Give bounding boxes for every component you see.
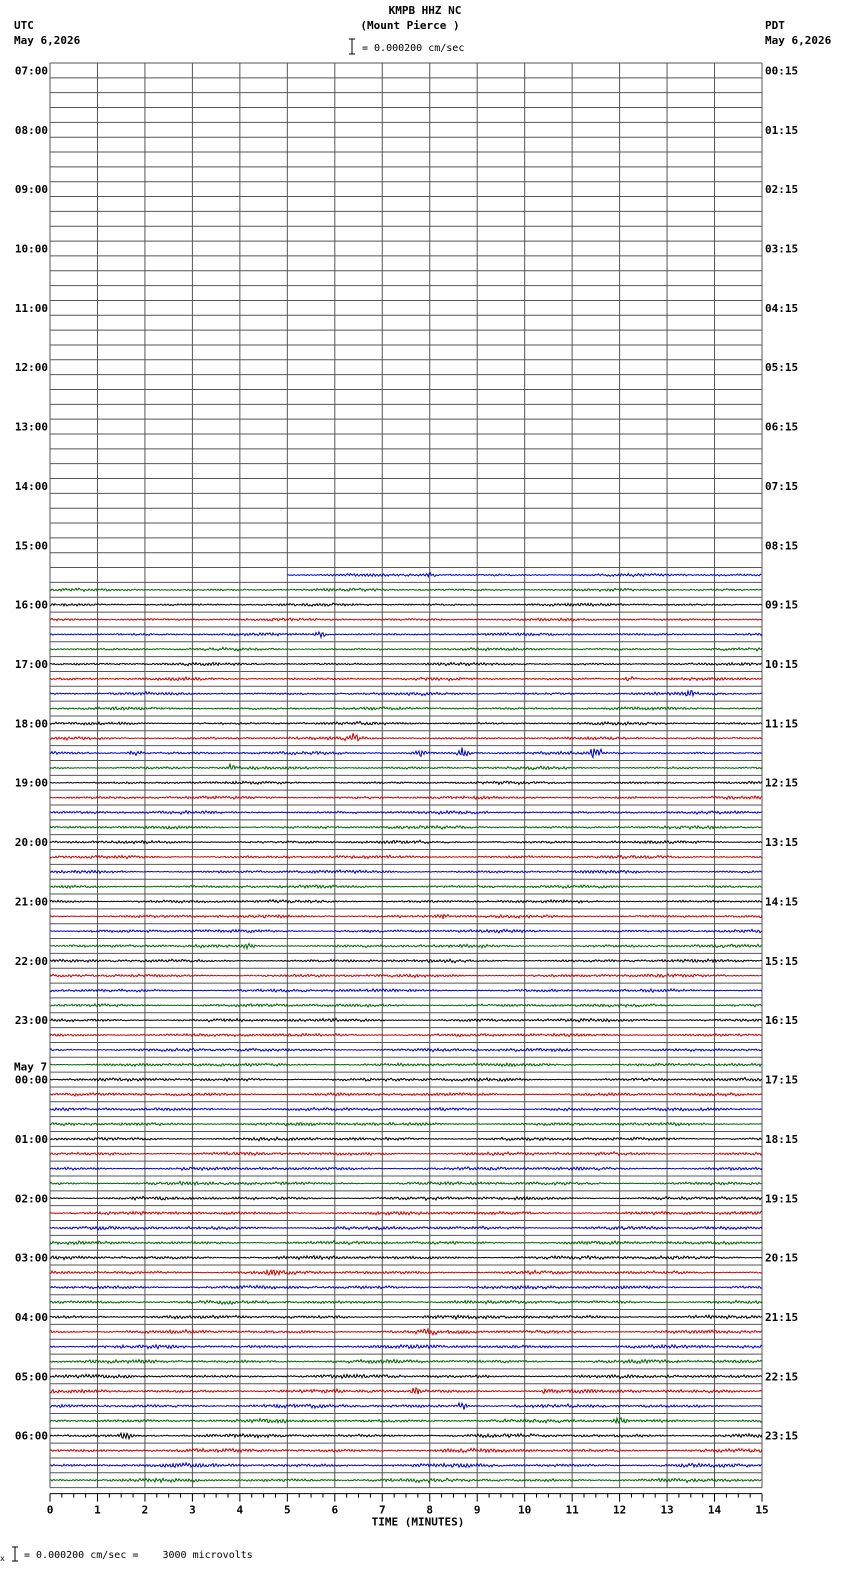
- pdt-hour-label: 22:15: [765, 1370, 799, 1384]
- pdt-hour-label: 09:15: [765, 598, 799, 612]
- footer-marker: x: [0, 1554, 5, 1563]
- pdt-hour-label: 04:15: [765, 301, 799, 315]
- x-tick-label: 4: [236, 1503, 244, 1517]
- x-tick-label: 13: [660, 1503, 674, 1517]
- pdt-hour-label: 20:15: [765, 1251, 799, 1265]
- utc-hour-label: 05:00: [14, 1370, 48, 1384]
- trace-line: [50, 747, 762, 757]
- pdt-hour-label: 03:15: [765, 242, 799, 256]
- x-tick-label: 2: [141, 1503, 149, 1517]
- trace-line: [50, 1433, 762, 1439]
- x-axis-label: TIME (MINUTES): [371, 1515, 465, 1529]
- trace-line: [50, 1256, 762, 1260]
- utc-hour-label: 01:00: [14, 1132, 48, 1146]
- trace-line: [50, 1181, 762, 1185]
- utc-hour-label: 10:00: [14, 242, 48, 256]
- trace-line: [50, 900, 762, 903]
- utc-hour-label: 09:00: [14, 183, 48, 197]
- trace-line: [50, 781, 762, 784]
- trace-line: [50, 632, 762, 637]
- trace-line: [50, 1123, 762, 1126]
- trace-line: [50, 1063, 762, 1066]
- trace-line: [50, 1004, 762, 1007]
- x-tick-label: 1: [94, 1503, 101, 1517]
- trace-line: [50, 1211, 762, 1215]
- x-tick-label: 3: [189, 1503, 196, 1517]
- utc-hour-label: 04:00: [14, 1310, 48, 1324]
- utc-hour-label: 18:00: [14, 717, 48, 731]
- trace-line: [50, 1478, 762, 1483]
- scale-label: = 0.000200 cm/sec: [362, 43, 465, 54]
- pdt-hour-label: 06:15: [765, 420, 799, 434]
- trace-line: [50, 677, 762, 681]
- utc-hour-label: 08:00: [14, 123, 48, 137]
- site-subtitle: (Mount Pierce ): [360, 19, 460, 32]
- trace-line: [50, 663, 762, 666]
- trace-line: [50, 1360, 762, 1364]
- trace-line: [50, 1403, 762, 1410]
- pdt-hour-label: 14:15: [765, 895, 799, 909]
- pdt-hour-label: 02:15: [765, 183, 799, 197]
- pdt-hour-label: 21:15: [765, 1310, 799, 1324]
- trace-line: [50, 1107, 762, 1111]
- utc-hour-label: 11:00: [14, 301, 48, 315]
- pdt-hour-label: 05:15: [765, 361, 799, 375]
- x-tick-label: 5: [284, 1503, 291, 1517]
- utc-zone-label: UTC: [14, 19, 34, 32]
- utc-hour-label: 06:00: [14, 1429, 48, 1443]
- trace-line: [50, 1137, 762, 1141]
- utc-hour-label: 14:00: [14, 479, 48, 493]
- pdt-hour-label: 10:15: [765, 658, 799, 672]
- trace-line: [50, 855, 762, 859]
- pdt-hour-label: 23:15: [765, 1429, 799, 1443]
- trace-line: [50, 1270, 762, 1275]
- pdt-hour-label: 11:15: [765, 717, 799, 731]
- utc-hour-label: 12:00: [14, 361, 48, 375]
- trace-line: [50, 1167, 762, 1170]
- trace-line: [50, 1329, 762, 1335]
- trace-line: [50, 974, 762, 978]
- trace-line: [50, 929, 762, 933]
- x-tick-label: 8: [426, 1503, 434, 1517]
- trace-line: [50, 721, 762, 725]
- pdt-hour-label: 17:15: [765, 1073, 799, 1087]
- x-tick-label: 10: [518, 1503, 532, 1517]
- trace-line: [50, 1018, 762, 1022]
- trace-line: [50, 1241, 762, 1245]
- utc-date-label: May 6,2026: [14, 34, 81, 47]
- utc-hour-label: 03:00: [14, 1251, 48, 1265]
- utc-hour-label: 19:00: [14, 776, 48, 790]
- pdt-hour-label: 19:15: [765, 1192, 799, 1206]
- utc-hour-label: 00:00: [14, 1073, 48, 1087]
- pdt-date-label: May 6,2026: [765, 34, 832, 47]
- x-tick-label: 0: [46, 1503, 54, 1517]
- trace-line: [50, 870, 762, 874]
- trace-line: [50, 1374, 762, 1378]
- trace-line: [50, 1093, 762, 1096]
- utc-hour-label: 07:00: [14, 64, 48, 78]
- pdt-hour-label: 07:15: [765, 479, 799, 493]
- trace-line: [50, 959, 762, 963]
- trace-line: [50, 1315, 762, 1319]
- pdt-hour-label: 15:15: [765, 954, 799, 968]
- utc-hour-label: 13:00: [14, 420, 48, 434]
- trace-line: [50, 1197, 762, 1201]
- trace-line: [50, 691, 762, 696]
- trace-line: [50, 840, 762, 844]
- utc-hour-label: 22:00: [14, 954, 48, 968]
- trace-line: [50, 603, 762, 606]
- pdt-hour-label: 18:15: [765, 1132, 799, 1146]
- footer-scale-bar-icon: [11, 1546, 19, 1562]
- utc-hour-label: 21:00: [14, 895, 48, 909]
- trace-line: [50, 1300, 762, 1304]
- date-change-label: May 7: [14, 1060, 48, 1074]
- pdt-hour-label: 01:15: [765, 123, 799, 137]
- trace-line: [50, 1285, 762, 1289]
- x-tick-label: 12: [612, 1503, 627, 1517]
- trace-line: [50, 733, 762, 741]
- trace-line: [50, 811, 762, 815]
- pdt-hour-label: 12:15: [765, 776, 799, 790]
- x-tick-label: 14: [707, 1503, 722, 1517]
- utc-hour-label: 20:00: [14, 836, 48, 850]
- x-tick-label: 11: [565, 1503, 579, 1517]
- pdt-hour-label: 13:15: [765, 836, 799, 850]
- trace-line: [50, 1152, 762, 1156]
- utc-hour-label: 15:00: [14, 539, 48, 553]
- trace-line: [50, 647, 762, 651]
- trace-line: [50, 618, 762, 621]
- pdt-zone-label: PDT: [765, 19, 785, 32]
- trace-line: [50, 796, 762, 799]
- x-tick-label: 15: [755, 1503, 769, 1517]
- trace-line: [50, 1033, 762, 1036]
- trace-line: [50, 915, 762, 919]
- trace-line: [50, 1226, 762, 1230]
- trace-line: [50, 588, 762, 591]
- trace-line: [50, 1463, 762, 1467]
- trace-line: [50, 1345, 762, 1349]
- x-tick-label: 6: [331, 1503, 339, 1517]
- trace-line: [50, 1448, 762, 1452]
- utc-hour-label: 16:00: [14, 598, 48, 612]
- trace-line: [50, 885, 762, 888]
- utc-hour-label: 23:00: [14, 1014, 48, 1028]
- pdt-hour-label: 08:15: [765, 539, 799, 553]
- trace-line: [50, 826, 762, 829]
- trace-line: [50, 1048, 762, 1051]
- trace-line: [50, 989, 762, 992]
- trace-line: [50, 1078, 762, 1082]
- trace-line: [50, 944, 762, 949]
- x-tick-label: 7: [378, 1503, 386, 1517]
- trace-line: [50, 764, 762, 770]
- trace-line: [50, 707, 762, 710]
- trace-line: [50, 1388, 762, 1394]
- utc-hour-label: 17:00: [14, 658, 48, 672]
- footer-scale-label: = 0.000200 cm/sec = 3000 microvolts: [24, 1550, 253, 1561]
- pdt-hour-label: 16:15: [765, 1014, 799, 1028]
- x-tick-label: 9: [473, 1503, 481, 1517]
- pdt-hour-label: 00:15: [765, 64, 799, 78]
- trace-line: [50, 1418, 762, 1424]
- station-title: KMPB HHZ NC: [388, 4, 462, 17]
- utc-hour-label: 02:00: [14, 1192, 48, 1206]
